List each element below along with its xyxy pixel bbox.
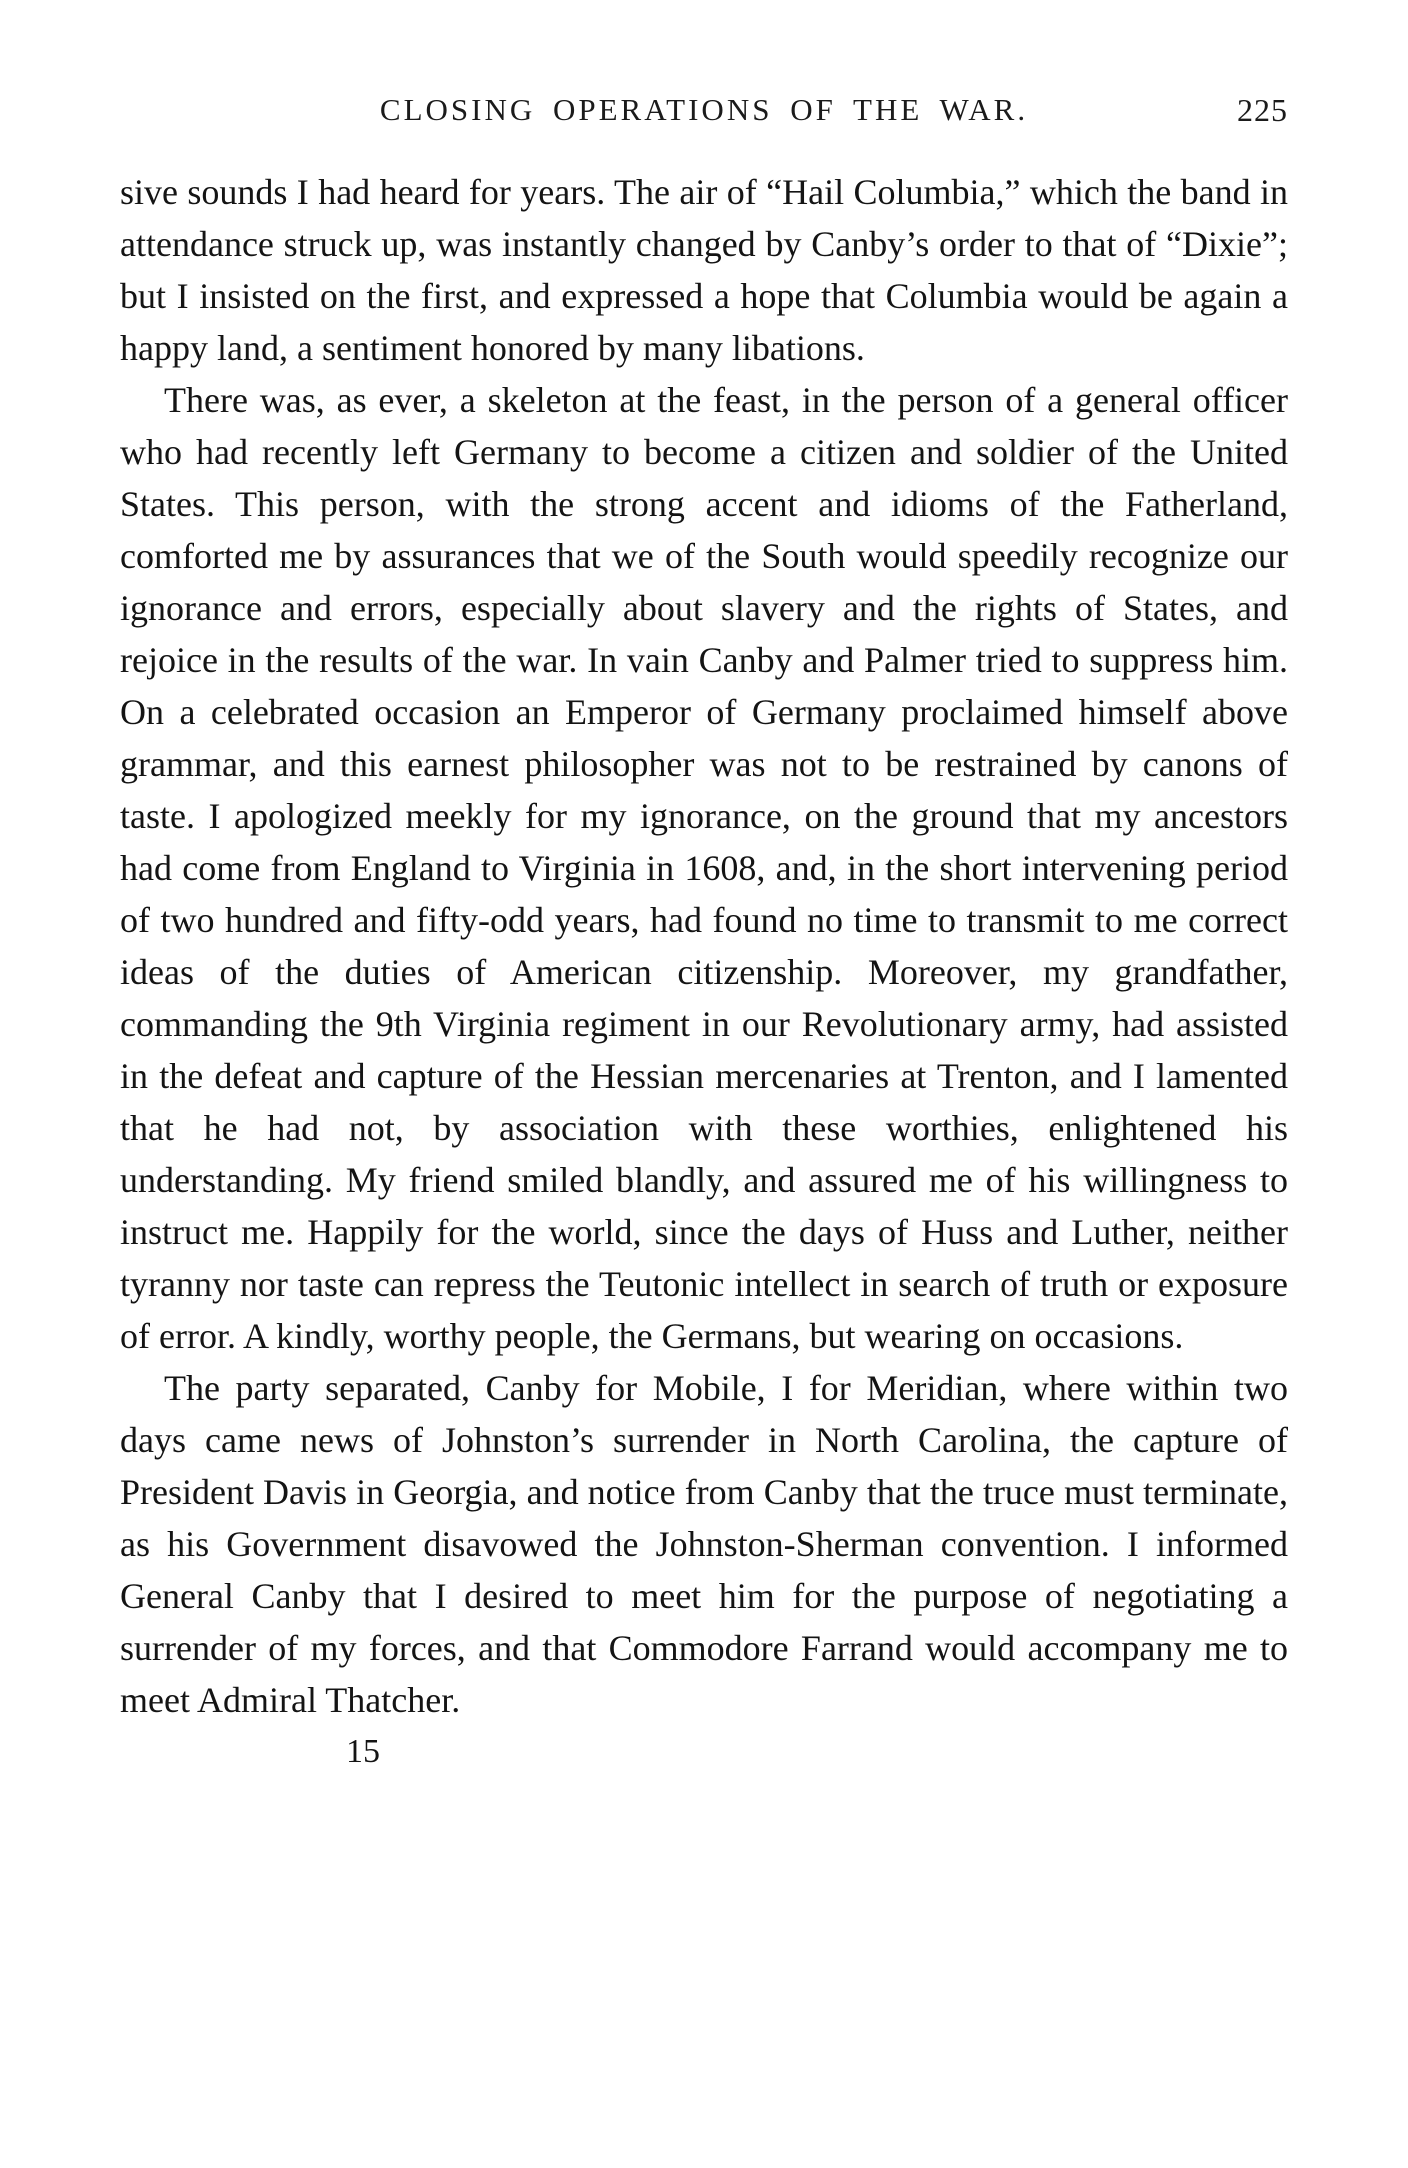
signature-mark: 15 (346, 1733, 380, 1770)
paragraph: The party separated, Canby for Mobile, I for Meridian, where within two days came news of Johnston’s surrender in North Carolina, the capture of President Davis in Georgia, and notice from Canby that the truce must terminate, as his Government disavowed the Johnston-Sherman convention. I informed General Canby that I desired to meet him for the purpose of negotiating a surrender of my forces, and that Commodore Farrand would accompany me to meet Admiral Thatcher. (120, 1368, 1288, 1720)
running-head-title: CLOSING OPERATIONS OF THE WAR. (379, 92, 1029, 127)
page-body (120, 166, 1288, 1726)
page-footer (120, 1726, 1288, 1784)
page-number: 225 (1237, 92, 1288, 128)
paragraph: There was, as ever, a skeleton at the feast, in the person of a general officer who had recently left Germany to become a citizen and soldier of the United States. This person, with the strong accent and idioms of the Fatherland, comforted me by assurances that we of the South would speedily recognize our ignorance and errors, especially about slavery and the rights of States, and rejoice in the results of the war. In vain Canby and Palmer tried to suppress him. On a celebrated occasion an Emperor of Germany proclaimed himself above grammar, and this earnest philosopher was not to be restrained by canons of taste. I apologized meekly for my ignorance, on the ground that my ancestors had come from England to Virginia in 1608, and, in the short intervening period of two hundred and fifty-odd years, had found no time to transmit to me correct ideas of the duties of American citizenship. Moreover, my grandfather, commanding the 9th Virginia regiment in our Revolutionary army, had assisted in the defeat and capture of the Hessian mercenaries at Trenton, and I lamented that he had not, by association with these worthies, enlightened his understanding. My friend smiled blandly, and assured me of his willingness to instruct me. Happily for the world, since the days of Huss and Luther, neither tyranny nor taste can repress the Teutonic intellect in search of truth or exposure of error. A kindly, worthy people, the Germans, but wearing on occasions. (120, 380, 1288, 1356)
running-header (120, 92, 1288, 136)
paragraph-continuation: sive sounds I had heard for years. The air of “Hail Columbia,” which the band in attendance struck up, was instantly changed by Canby’s order to that of “Dixie”; but I insisted on the first, and expressed a hope that Columbia would be again a happy land, a sentiment honored by many libations. (120, 172, 1288, 368)
